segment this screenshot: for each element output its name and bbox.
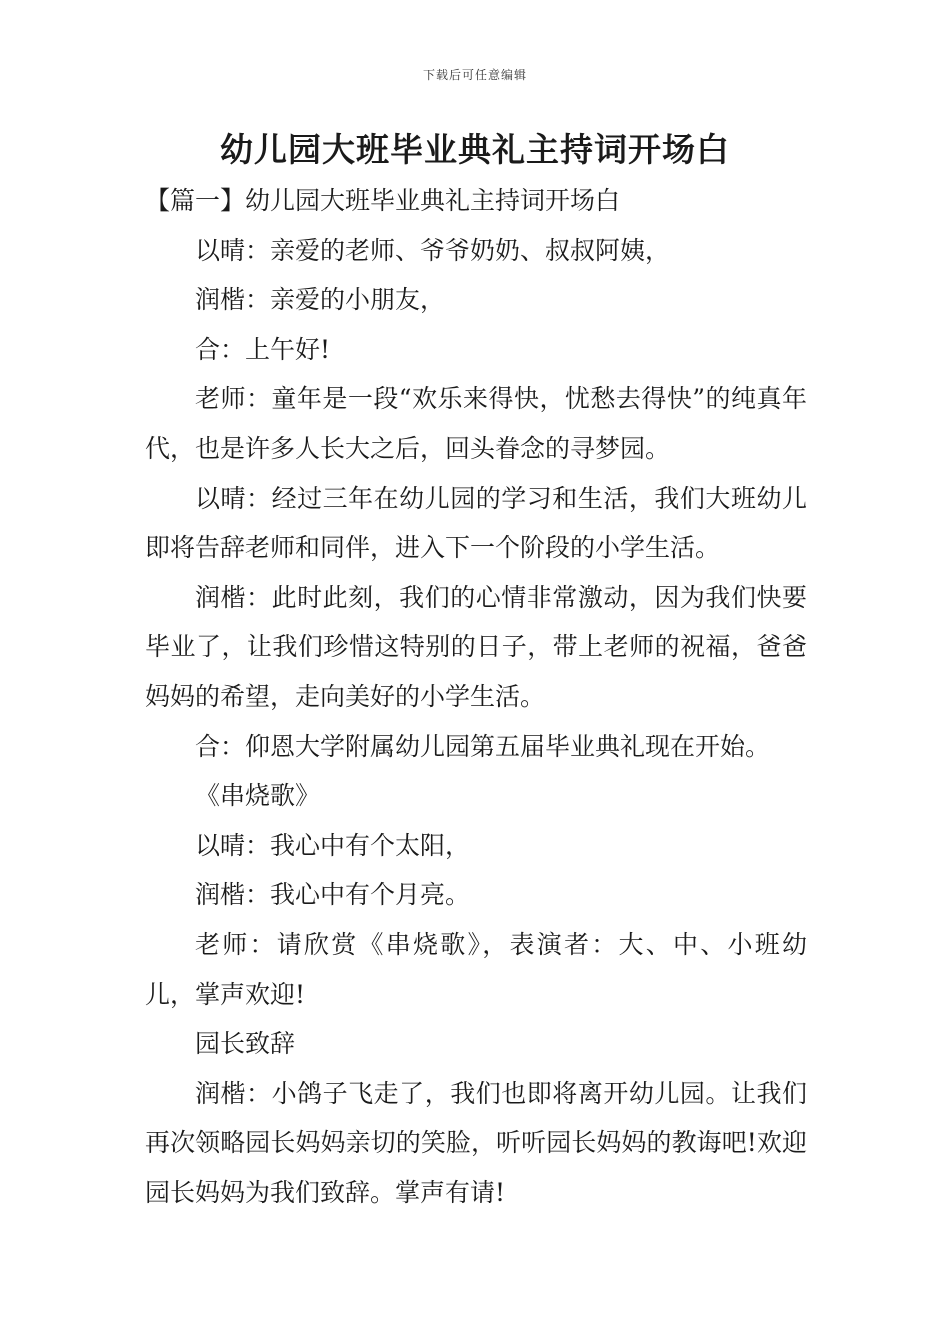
paragraph: 润楷：小鸽子飞走了，我们也即将离开幼儿园。让我们再次领略园长妈妈亲切的笑脸，听听园长妈妈的教诲吧!欢迎园长妈妈为我们致辞。掌声有请! [145, 1078, 807, 1207]
paragraph: 以晴：亲爱的老师、爷爷奶奶、叔叔阿姨， [195, 235, 671, 265]
paragraph: 合：仰恩大学附属幼儿园第五届毕业典礼现在开始。 [195, 731, 771, 761]
paragraph: 润楷：亲爱的小朋友， [195, 285, 446, 315]
paragraph: 合：上午好! [195, 334, 331, 364]
paragraph: 园长致辞 [195, 1029, 296, 1059]
paragraph: 以晴：我心中有个太阳， [195, 830, 471, 860]
header-note: 下载后可任意编辑 [422, 68, 527, 82]
paragraph: 润楷：我心中有个月亮。 [195, 880, 471, 910]
paragraph: 《串烧歌》 [195, 781, 321, 811]
section-heading: 【篇一】幼儿园大班毕业典礼主持词开场白 [145, 186, 621, 215]
paragraph: 老师：童年是一段“欢乐来得快，忧愁去得快”的纯真年代，也是许多人长大之后，回头眷念的寻梦园。 [145, 384, 807, 463]
paragraph: 润楷：此时此刻，我们的心情非常激动，因为我们快要毕业了，让我们珍惜这特别的日子，带上老师的祝福，爸爸妈妈的希望，走向美好的小学生活。 [145, 582, 807, 711]
document-title: 幼儿园大班毕业典礼主持词开场白 [220, 130, 730, 169]
document-body [145, 176, 807, 1217]
paragraph: 以晴：经过三年在幼儿园的学习和生活，我们大班幼儿即将告辞老师和同伴，进入下一个阶段的小学生活。 [145, 483, 807, 563]
paragraph: 老师：请欣赏《串烧歌》，表演者：大、中、小班幼儿，掌声欢迎! [145, 929, 807, 1009]
